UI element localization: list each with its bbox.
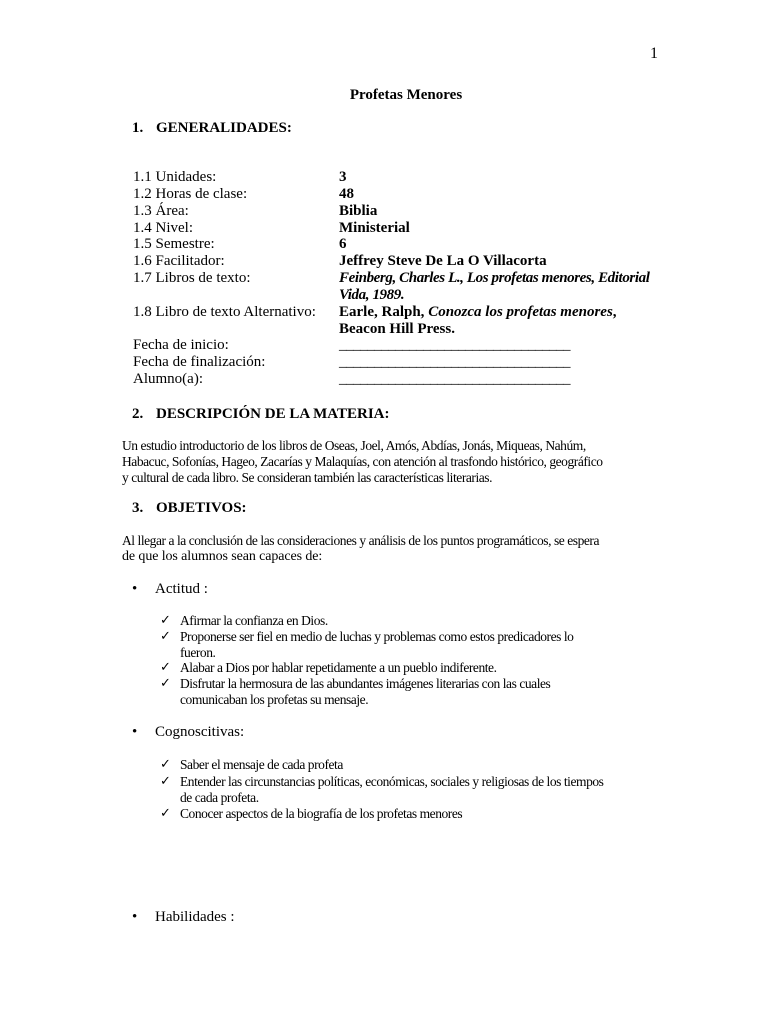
check-text <box>180 774 650 805</box>
bullet-cognoscitivas <box>132 724 244 741</box>
info-value: 6 <box>339 236 347 252</box>
bullet-label: Habilidades : <box>155 909 235 925</box>
bullet-habilidades <box>132 909 235 926</box>
section-title: DESCRIPCIÓN DE LA MATERIA: <box>156 406 390 422</box>
fill-in-blank: _________________________________ <box>339 354 570 370</box>
info-value: Ministerial <box>339 220 410 236</box>
paragraph-line: Habacuc, Sofonías, Hageo, Zacarías y Malaquías, con atención al trasfondo histórico, geográfico <box>122 454 603 469</box>
info-value: 48 <box>339 186 354 202</box>
section-title: GENERALIDADES: <box>156 120 292 136</box>
info-value <box>339 304 659 337</box>
info-value <box>339 270 659 303</box>
check-text-line: Afirmar la confianza en Dios. <box>180 613 328 628</box>
section-heading-generalidades <box>132 120 292 137</box>
paragraph-line: Al llegar a la conclusión de las consideraciones y análisis de los puntos programáticos, se espera <box>122 533 599 548</box>
section-heading-objetivos <box>132 500 247 517</box>
info-label: 1.2 Horas de clase: <box>133 186 248 202</box>
fill-in-blank: _________________________________ <box>339 371 570 387</box>
info-label: 1.6 Facilitador: <box>133 253 225 269</box>
bullet-label: Cognoscitivas: <box>155 724 245 740</box>
check-text-line: Conocer aspectos de la biografía de los profetas menores <box>180 806 463 821</box>
description-paragraph <box>122 438 662 486</box>
bullet-actitud <box>132 581 208 598</box>
check-text-line: Proponerse ser fiel en medio de luchas y problemas como estos predicadores lo <box>180 629 574 644</box>
section-number: 3. <box>132 500 144 516</box>
info-value: Biblia <box>339 203 378 219</box>
alt-book-publisher: Beacon Hill Press. <box>339 320 455 337</box>
check-text-line: fueron. <box>180 644 216 660</box>
check-text-line: Disfrutar la hermosura de las abundantes imágenes literarias con las cuales <box>180 676 551 691</box>
document-title: Profetas Menores <box>349 87 463 103</box>
check-text-line: de cada profeta. <box>180 789 259 805</box>
info-label: Fecha de finalización: <box>133 354 266 370</box>
info-label: Fecha de inicio: <box>133 337 229 353</box>
info-value: Jeffrey Steve De La O Villacorta <box>339 253 547 269</box>
textbook-line: Feinberg, Charles L., Los profetas menores, Editorial <box>339 270 650 286</box>
info-label: 1.7 Libros de texto: <box>133 270 251 286</box>
check-text-line: Entender las circunstancias políticas, económicas, sociales y religiosas de los tiempos <box>180 774 604 789</box>
bullet-label: Actitud : <box>155 581 208 597</box>
info-label: 1.1 Unidades: <box>133 169 217 185</box>
info-label: 1.3 Área: <box>133 203 189 219</box>
section-number: 1. <box>132 120 144 136</box>
checkmark-icon: ✓ <box>160 660 171 675</box>
checkmark-icon: ✓ <box>160 613 171 628</box>
check-text <box>180 613 650 629</box>
info-label: 1.4 Nivel: <box>133 220 193 236</box>
fill-in-blank: _________________________________ <box>339 337 570 353</box>
paragraph-line: y cultural de cada libro. Se consideran también las características literarias. <box>122 470 493 485</box>
check-text-line: Saber el mensaje de cada profeta <box>180 757 343 772</box>
paragraph-line: de que los alumnos sean capaces de: <box>122 549 323 564</box>
alt-book-title: Conozca los profetas menores <box>428 304 613 320</box>
bullet-icon: • <box>132 909 138 925</box>
checkmark-icon: ✓ <box>160 774 171 789</box>
info-label: 1.5 Semestre: <box>133 236 215 252</box>
info-value: 3 <box>339 169 347 185</box>
checkmark-icon: ✓ <box>160 629 171 644</box>
checkmark-icon: ✓ <box>160 806 171 821</box>
section-number: 2. <box>132 406 144 422</box>
alt-book-comma: , <box>612 304 617 320</box>
section-title: OBJETIVOS: <box>156 500 247 516</box>
page-number: 1 <box>650 45 658 62</box>
check-text-line: comunicaban los profetas su mensaje. <box>180 691 369 707</box>
textbook-line: Vida, 1989. <box>339 286 405 303</box>
check-text-line: Alabar a Dios por hablar repetidamente a un pueblo indiferente. <box>180 660 497 675</box>
paragraph-line: Un estudio introductorio de los libros de Oseas, Joel, Amós, Abdías, Jonás, Miqueas, Nahúm, <box>122 438 586 453</box>
check-text <box>180 676 650 707</box>
section-heading-descripcion <box>132 406 390 423</box>
alt-book-author: Earle, Ralph, <box>339 304 429 320</box>
info-label: 1.8 Libro de texto Alternativo: <box>133 304 316 320</box>
info-label: Alumno(a): <box>133 371 203 387</box>
check-text <box>180 629 650 660</box>
checkmark-icon: ✓ <box>160 676 171 691</box>
bullet-icon: • <box>132 581 138 597</box>
check-text <box>180 660 650 676</box>
check-text <box>180 806 650 822</box>
objectives-intro <box>122 533 662 565</box>
checkmark-icon: ✓ <box>160 757 171 772</box>
check-text <box>180 757 650 773</box>
bullet-icon: • <box>132 724 138 740</box>
